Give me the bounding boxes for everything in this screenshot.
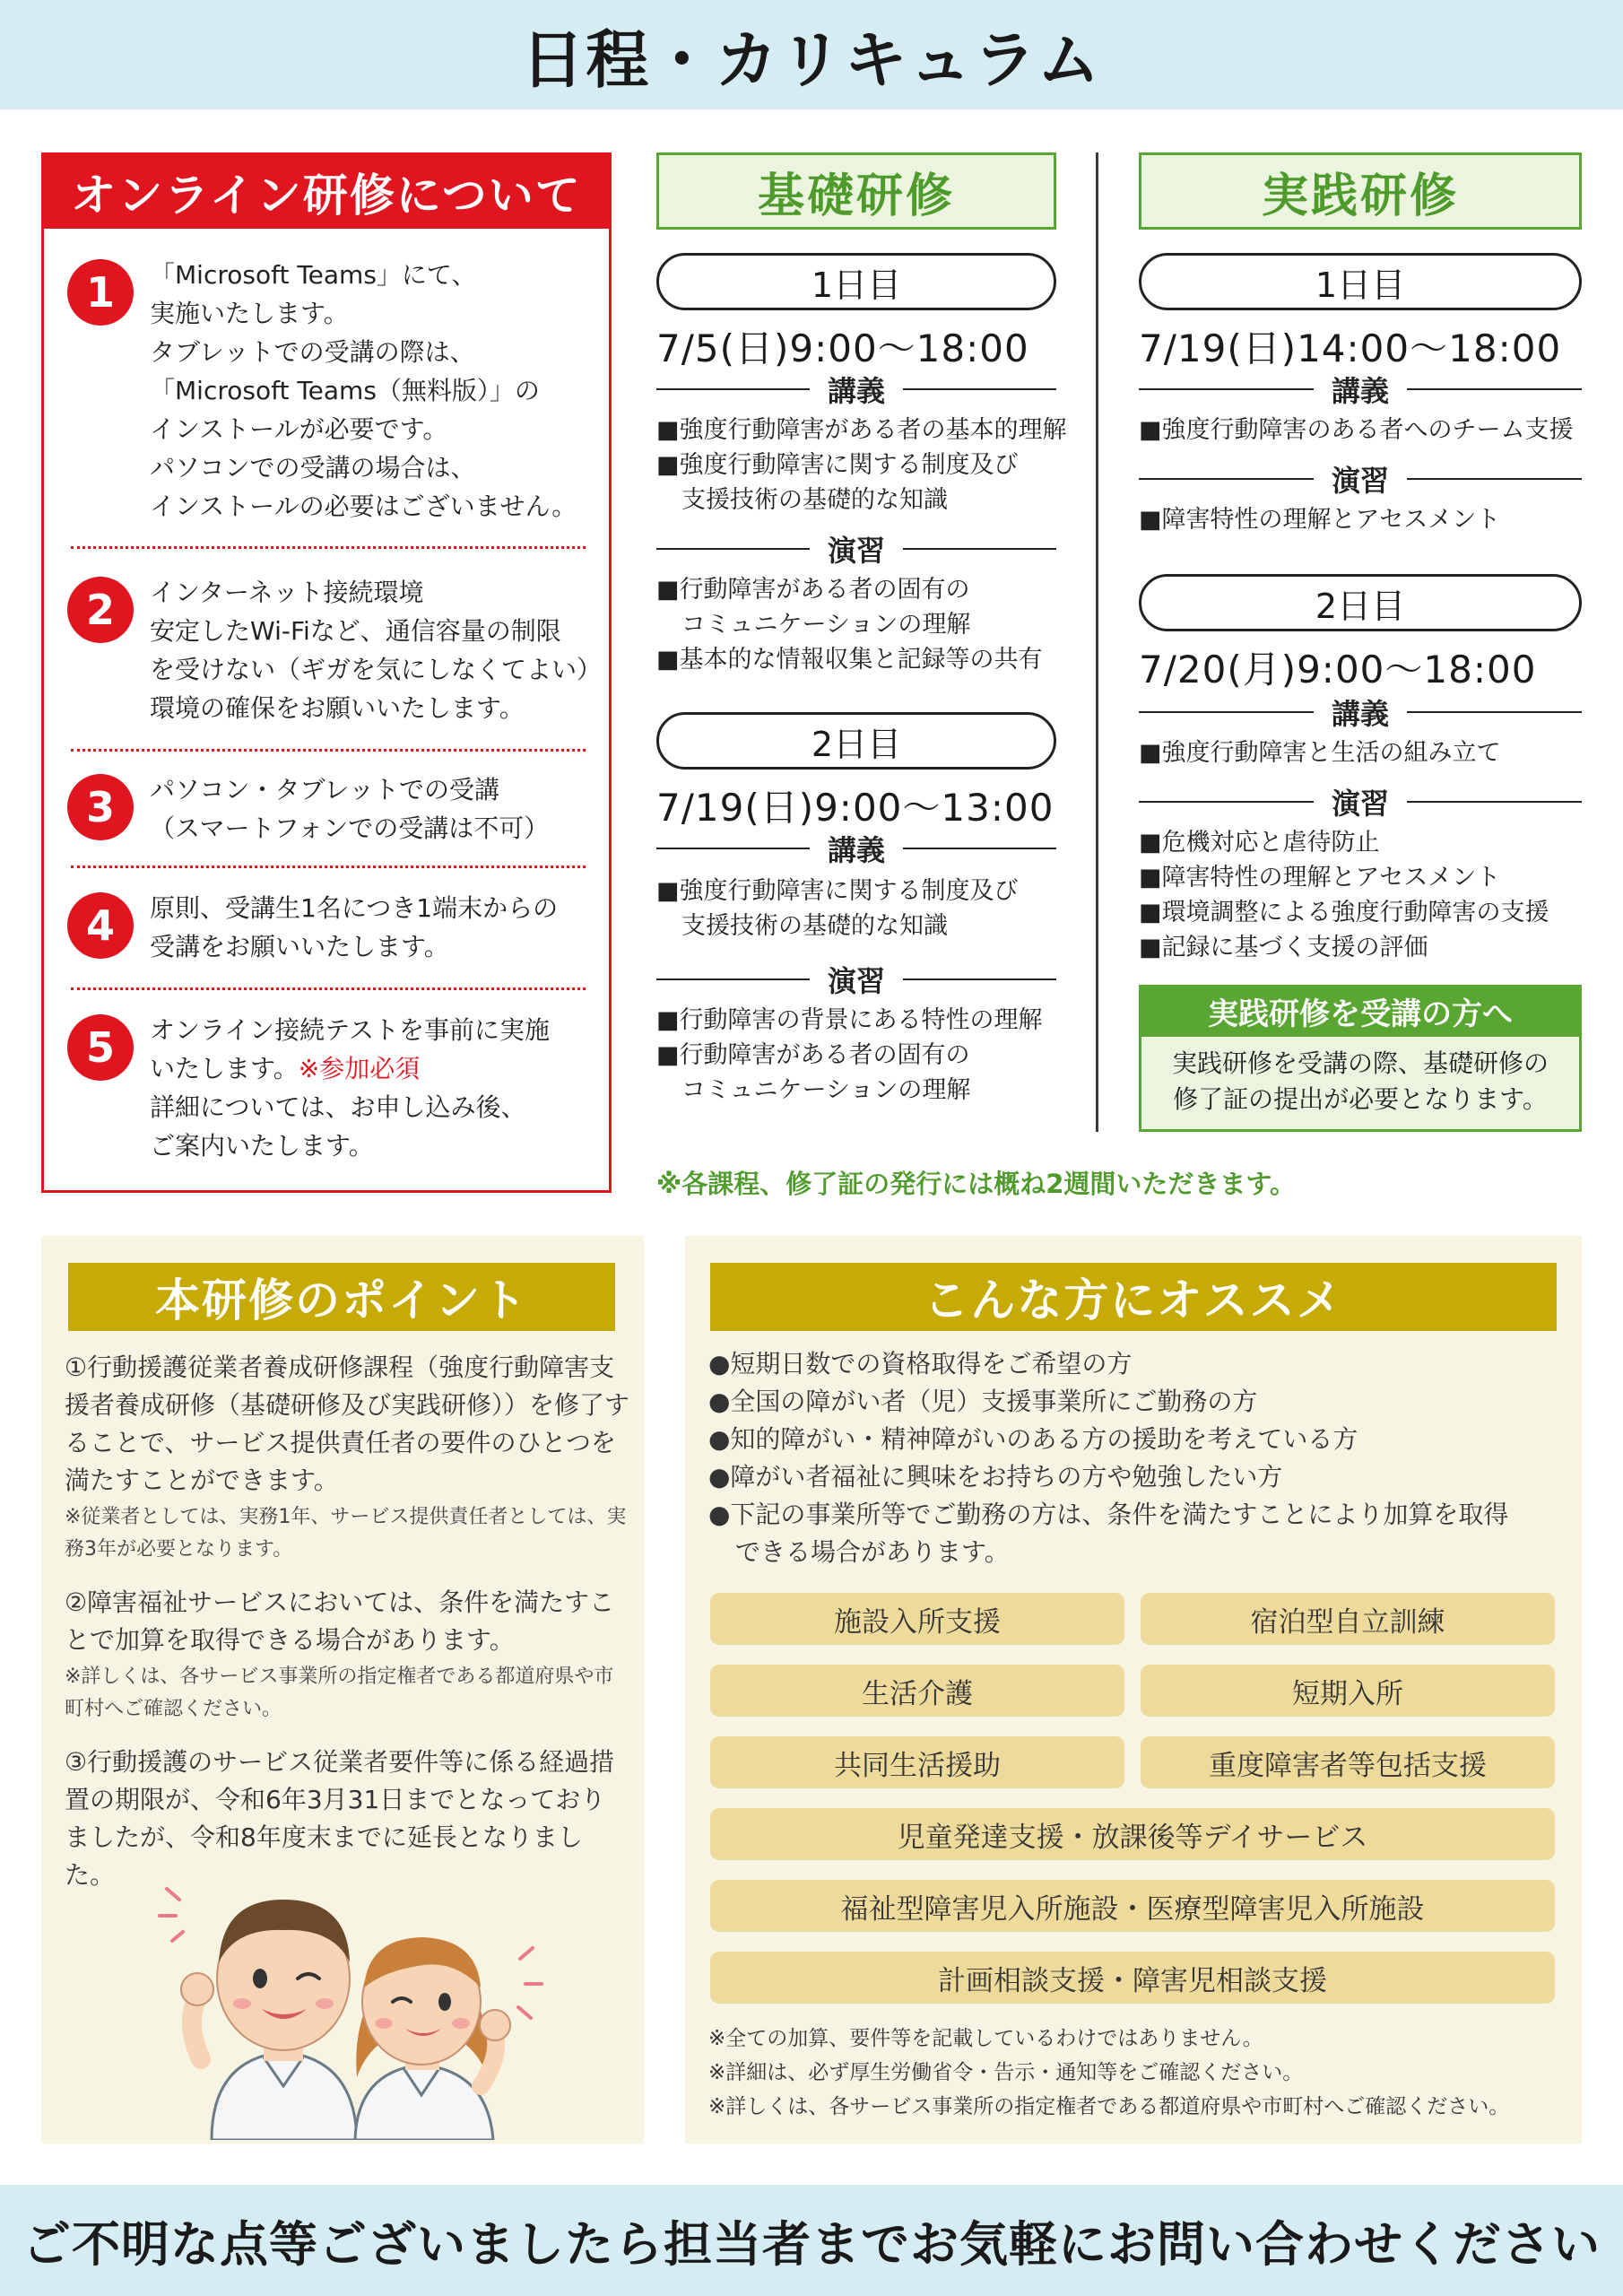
rule-line [903, 848, 1056, 849]
service-tag: 宿泊型自立訓練 [1141, 1593, 1555, 1645]
service-tag: 計画相談支援・障害児相談支援 [710, 1952, 1555, 2004]
point-3: ③行動援護のサービス従業者要件等に係る経過措置の期限が、令和6年3月31日までとなっておりましたが、令和8年度末までに延長となりました。 [65, 1747, 615, 1890]
text-line: 安定したWi-Fiなど、通信容量の制限 [150, 616, 561, 646]
text-line: 環境の確保をお願いいたします。 [150, 693, 525, 723]
online-item-text [150, 889, 558, 966]
rule-line [1139, 711, 1314, 713]
footer-band [0, 2185, 1623, 2296]
practice-day2-exercise-list [1139, 825, 1549, 965]
staff-illustration [149, 1853, 561, 2140]
basic-day2-pill: 2日目 [656, 712, 1056, 770]
practice-course-column [1139, 152, 1582, 1114]
required-badge: ※参加必須 [298, 1054, 421, 1083]
text-line: 修了証の提出が必要となります。 [1173, 1084, 1548, 1114]
practice-day2-lecture-label [1139, 694, 1582, 730]
page-title: 日程・カリキュラム [521, 22, 1102, 97]
dotted-divider [71, 546, 586, 549]
recommend-item [708, 1496, 1508, 1571]
rule-line [903, 548, 1056, 550]
basic-day2-lecture-label [656, 831, 1056, 866]
number-badge: 3 [67, 774, 134, 840]
basic-day1-date: 7/5(日)9:00～18:00 [656, 326, 1029, 370]
list-item: ■障害特性の理解とアセスメント [1139, 864, 1501, 891]
online-item-text [150, 573, 602, 727]
online-item-3 [67, 770, 587, 848]
online-training-box [41, 152, 612, 1193]
rule-line [1139, 388, 1314, 390]
basic-day1-exercise-label [656, 531, 1056, 567]
practice-day1-exercise-label [1139, 461, 1582, 497]
rule-line [656, 978, 810, 980]
header-band [0, 0, 1623, 109]
label-text: 演習 [828, 534, 886, 568]
text-line: 原則、受講生1名につき1端末からの [150, 893, 559, 923]
rule-line [1407, 801, 1582, 803]
number-badge: 1 [67, 259, 134, 326]
text-line: インターネット接続環境 [150, 578, 424, 607]
rule-line [656, 388, 810, 390]
points-heading: 本研修のポイント [68, 1263, 615, 1331]
point-1-note: ※従業者としては、実務1年、サービス提供責任者としては、実務3年が必要となります。 [65, 1506, 627, 1561]
list-item: ■行動障害がある者の固有の [656, 1041, 970, 1069]
number-badge: 2 [67, 577, 134, 643]
practice-day1-exercise-list [1139, 502, 1500, 537]
basic-day2-lecture-list [656, 874, 1019, 944]
text-line: インストールの必要はございません。 [150, 491, 577, 521]
recommend-item: ●全国の障がい者（児）支援事業所にご勤務の方 [708, 1387, 1258, 1416]
recommend-item: ●短期日数での資格取得をご希望の方 [708, 1349, 1133, 1378]
label-text: 演習 [828, 964, 886, 998]
list-item: ■強度行動障害に関する制度及び [656, 877, 1019, 905]
list-item: ■強度行動障害と生活の組み立て [1139, 739, 1501, 767]
certificate-issue-note: ※各課程、修了証の発行には概ね2週間いただきます。 [656, 1169, 1297, 1199]
practice-day2-pill: 2日目 [1139, 574, 1582, 631]
rule-line [1407, 388, 1582, 390]
text-line: 実施いたします。 [150, 299, 349, 328]
basic-day2-exercise-list [656, 1003, 1043, 1108]
text-line: パソコン・タブレットでの受講 [150, 775, 500, 804]
rule-line [1407, 711, 1582, 713]
list-item-continued: コミュニケーションの理解 [681, 611, 971, 639]
point-1: ①行動援護従業者養成研修課程（強度行動障害支援者養成研修（基礎研修及び実践研修））を修了することで、サービス提供責任者の要件のひとつを満たすことができます。 [65, 1352, 630, 1495]
service-tag: 施設入所支援 [710, 1593, 1124, 1645]
footnote-line: ※全ての加算、要件等を記載しているわけではありません。 [708, 2027, 1263, 2050]
footnote-line: ※詳しくは、各サービス事業所の指定権者である都道府県や市町村へご確認ください。 [708, 2095, 1510, 2118]
list-item: ■行動障害がある者の固有の [656, 576, 970, 604]
recommend-footnote [708, 2022, 1509, 2124]
number-badge: 5 [67, 1014, 134, 1081]
practice-day2-exercise-label [1139, 784, 1582, 820]
online-item-2 [67, 573, 603, 727]
online-title: オンライン研修について [44, 155, 609, 229]
text-line: 受講をお願いいたします。 [150, 932, 449, 961]
text-line: を受けない（ギガを気にしなくてよい） [150, 655, 603, 684]
online-item-5 [67, 1011, 587, 1165]
rule-line [1407, 478, 1582, 480]
basic-day1-lecture-list [656, 413, 1067, 517]
text-line [150, 1049, 550, 1088]
practice-course-title: 実践研修 [1139, 152, 1582, 230]
practice-day1-pill: 1日目 [1139, 253, 1582, 310]
text-line: オンライン接続テストを事前に実施 [150, 1015, 551, 1045]
practice-note-heading: 実践研修を受講の方へ [1139, 985, 1582, 1037]
online-item-text [150, 256, 577, 526]
text-line: インストールが必要です。 [150, 414, 448, 444]
service-tag: 児童発達支援・放課後等デイサービス [710, 1808, 1555, 1860]
online-item-text [150, 1011, 550, 1165]
dotted-divider [71, 865, 586, 868]
service-tag: 重度障害者等包括支援 [1141, 1736, 1555, 1788]
practice-day1-date: 7/19(日)14:00～18:00 [1139, 326, 1562, 370]
label-text: 講義 [828, 833, 886, 867]
text-fragment: いたします。 [150, 1054, 299, 1083]
label-text: 演習 [1332, 787, 1390, 821]
number-badge: 4 [67, 892, 134, 959]
basic-day1-exercise-list [656, 572, 1043, 677]
online-item-4 [67, 889, 587, 966]
practice-day1-lecture-list [1139, 413, 1574, 448]
list-item: ■強度行動障害がある者の基本的理解 [656, 416, 1067, 444]
text-line: パソコンでの受講の場合は、 [150, 453, 476, 483]
contact-message: ご不明な点等ございましたら担当者までお気軽にお問い合わせください [22, 2215, 1601, 2273]
basic-day2-exercise-label [656, 961, 1056, 997]
list-item: ■危機対応と虐待防止 [1139, 829, 1380, 857]
recommend-item: ●障がい者福祉に興味をお持ちの方や勉強したい方 [708, 1462, 1283, 1492]
text-line: 「Microsoft Teams」にて、 [150, 260, 477, 290]
list-item: ■基本的な情報収集と記録等の共有 [656, 646, 1043, 674]
list-item-continued: 支援技術の基礎的な知識 [681, 486, 948, 514]
label-text: 講義 [1332, 697, 1390, 731]
recommend-panel [685, 1236, 1582, 2144]
recommend-heading: こんな方にオススメ [710, 1263, 1557, 1331]
online-item-text [150, 770, 549, 848]
list-item-continued: 支援技術の基礎的な知識 [681, 912, 948, 940]
list-item: ■強度行動障害のある者へのチーム支援 [1139, 416, 1574, 444]
list-item: ■記録に基づく支援の評価 [1139, 934, 1428, 961]
practice-day2-date: 7/20(月)9:00～18:00 [1139, 648, 1537, 691]
basic-day1-pill: 1日目 [656, 253, 1056, 310]
rule-line [1139, 801, 1314, 803]
service-tag: 共同生活援助 [710, 1736, 1124, 1788]
footnote-line: ※詳細は、必ず厚生労働省令・告示・通知等をご確認ください。 [708, 2061, 1304, 2084]
list-item: ■障害特性の理解とアセスメント [1139, 506, 1501, 534]
dotted-divider [71, 749, 586, 752]
text-line: ご案内いたします。 [150, 1131, 374, 1161]
basic-course-title: 基礎研修 [656, 152, 1056, 230]
service-tag: 生活介護 [710, 1665, 1124, 1717]
rule-line [656, 548, 810, 550]
point-2-note: ※詳しくは、各サービス事業所の指定権者である都道府県や市町村へご確認ください。 [65, 1665, 614, 1720]
basic-day2-date: 7/19(日)9:00～13:00 [656, 786, 1055, 830]
practice-note-body [1139, 1037, 1582, 1132]
text-line: 詳細については、お申し込み後、 [150, 1092, 526, 1122]
text-line: ●下記の事業所等でご勤務の方は、条件を満たすことにより加算を取得 [708, 1500, 1509, 1529]
recommend-item: ●知的障がい・精神障がいのある方の援助を考えている方 [708, 1424, 1358, 1454]
list-item: ■強度行動障害に関する制度及び [656, 451, 1019, 479]
basic-course-column [656, 152, 1067, 1104]
label-text: 演習 [1332, 464, 1390, 498]
points-panel [41, 1236, 644, 2144]
practice-day2-lecture-list [1139, 735, 1501, 770]
list-item: ■行動障害の背景にある特性の理解 [656, 1006, 1043, 1034]
rule-line [903, 388, 1056, 390]
rule-line [1139, 478, 1314, 480]
column-divider [1096, 152, 1098, 1132]
text-line: できる場合があります。 [735, 1537, 1010, 1567]
label-text: 講義 [1332, 374, 1390, 408]
rule-line [903, 978, 1056, 980]
list-item: ■環境調整による強度行動障害の支援 [1139, 899, 1549, 926]
online-item-1 [67, 256, 587, 526]
text-line: 実践研修を受講の際、基礎研修の [1171, 1048, 1549, 1078]
basic-day1-lecture-label [656, 371, 1056, 407]
practice-day1-lecture-label [1139, 371, 1582, 407]
service-tag: 短期入所 [1141, 1665, 1555, 1717]
rule-line [656, 848, 810, 849]
service-tag: 福祉型障害児入所施設・医療型障害児入所施設 [710, 1880, 1555, 1932]
list-item-continued: コミュニケーションの理解 [681, 1076, 971, 1104]
point-2: ②障害福祉サービスにおいては、条件を満たすことで加算を取得できる場合があります。 [65, 1587, 615, 1655]
label-text: 講義 [828, 374, 886, 408]
text-line: 「Microsoft Teams（無料版）」の [150, 376, 540, 405]
text-line: タブレットでの受講の際は、 [150, 337, 475, 367]
dotted-divider [71, 987, 586, 990]
text-line: （スマートフォンでの受講は不可） [150, 813, 550, 843]
